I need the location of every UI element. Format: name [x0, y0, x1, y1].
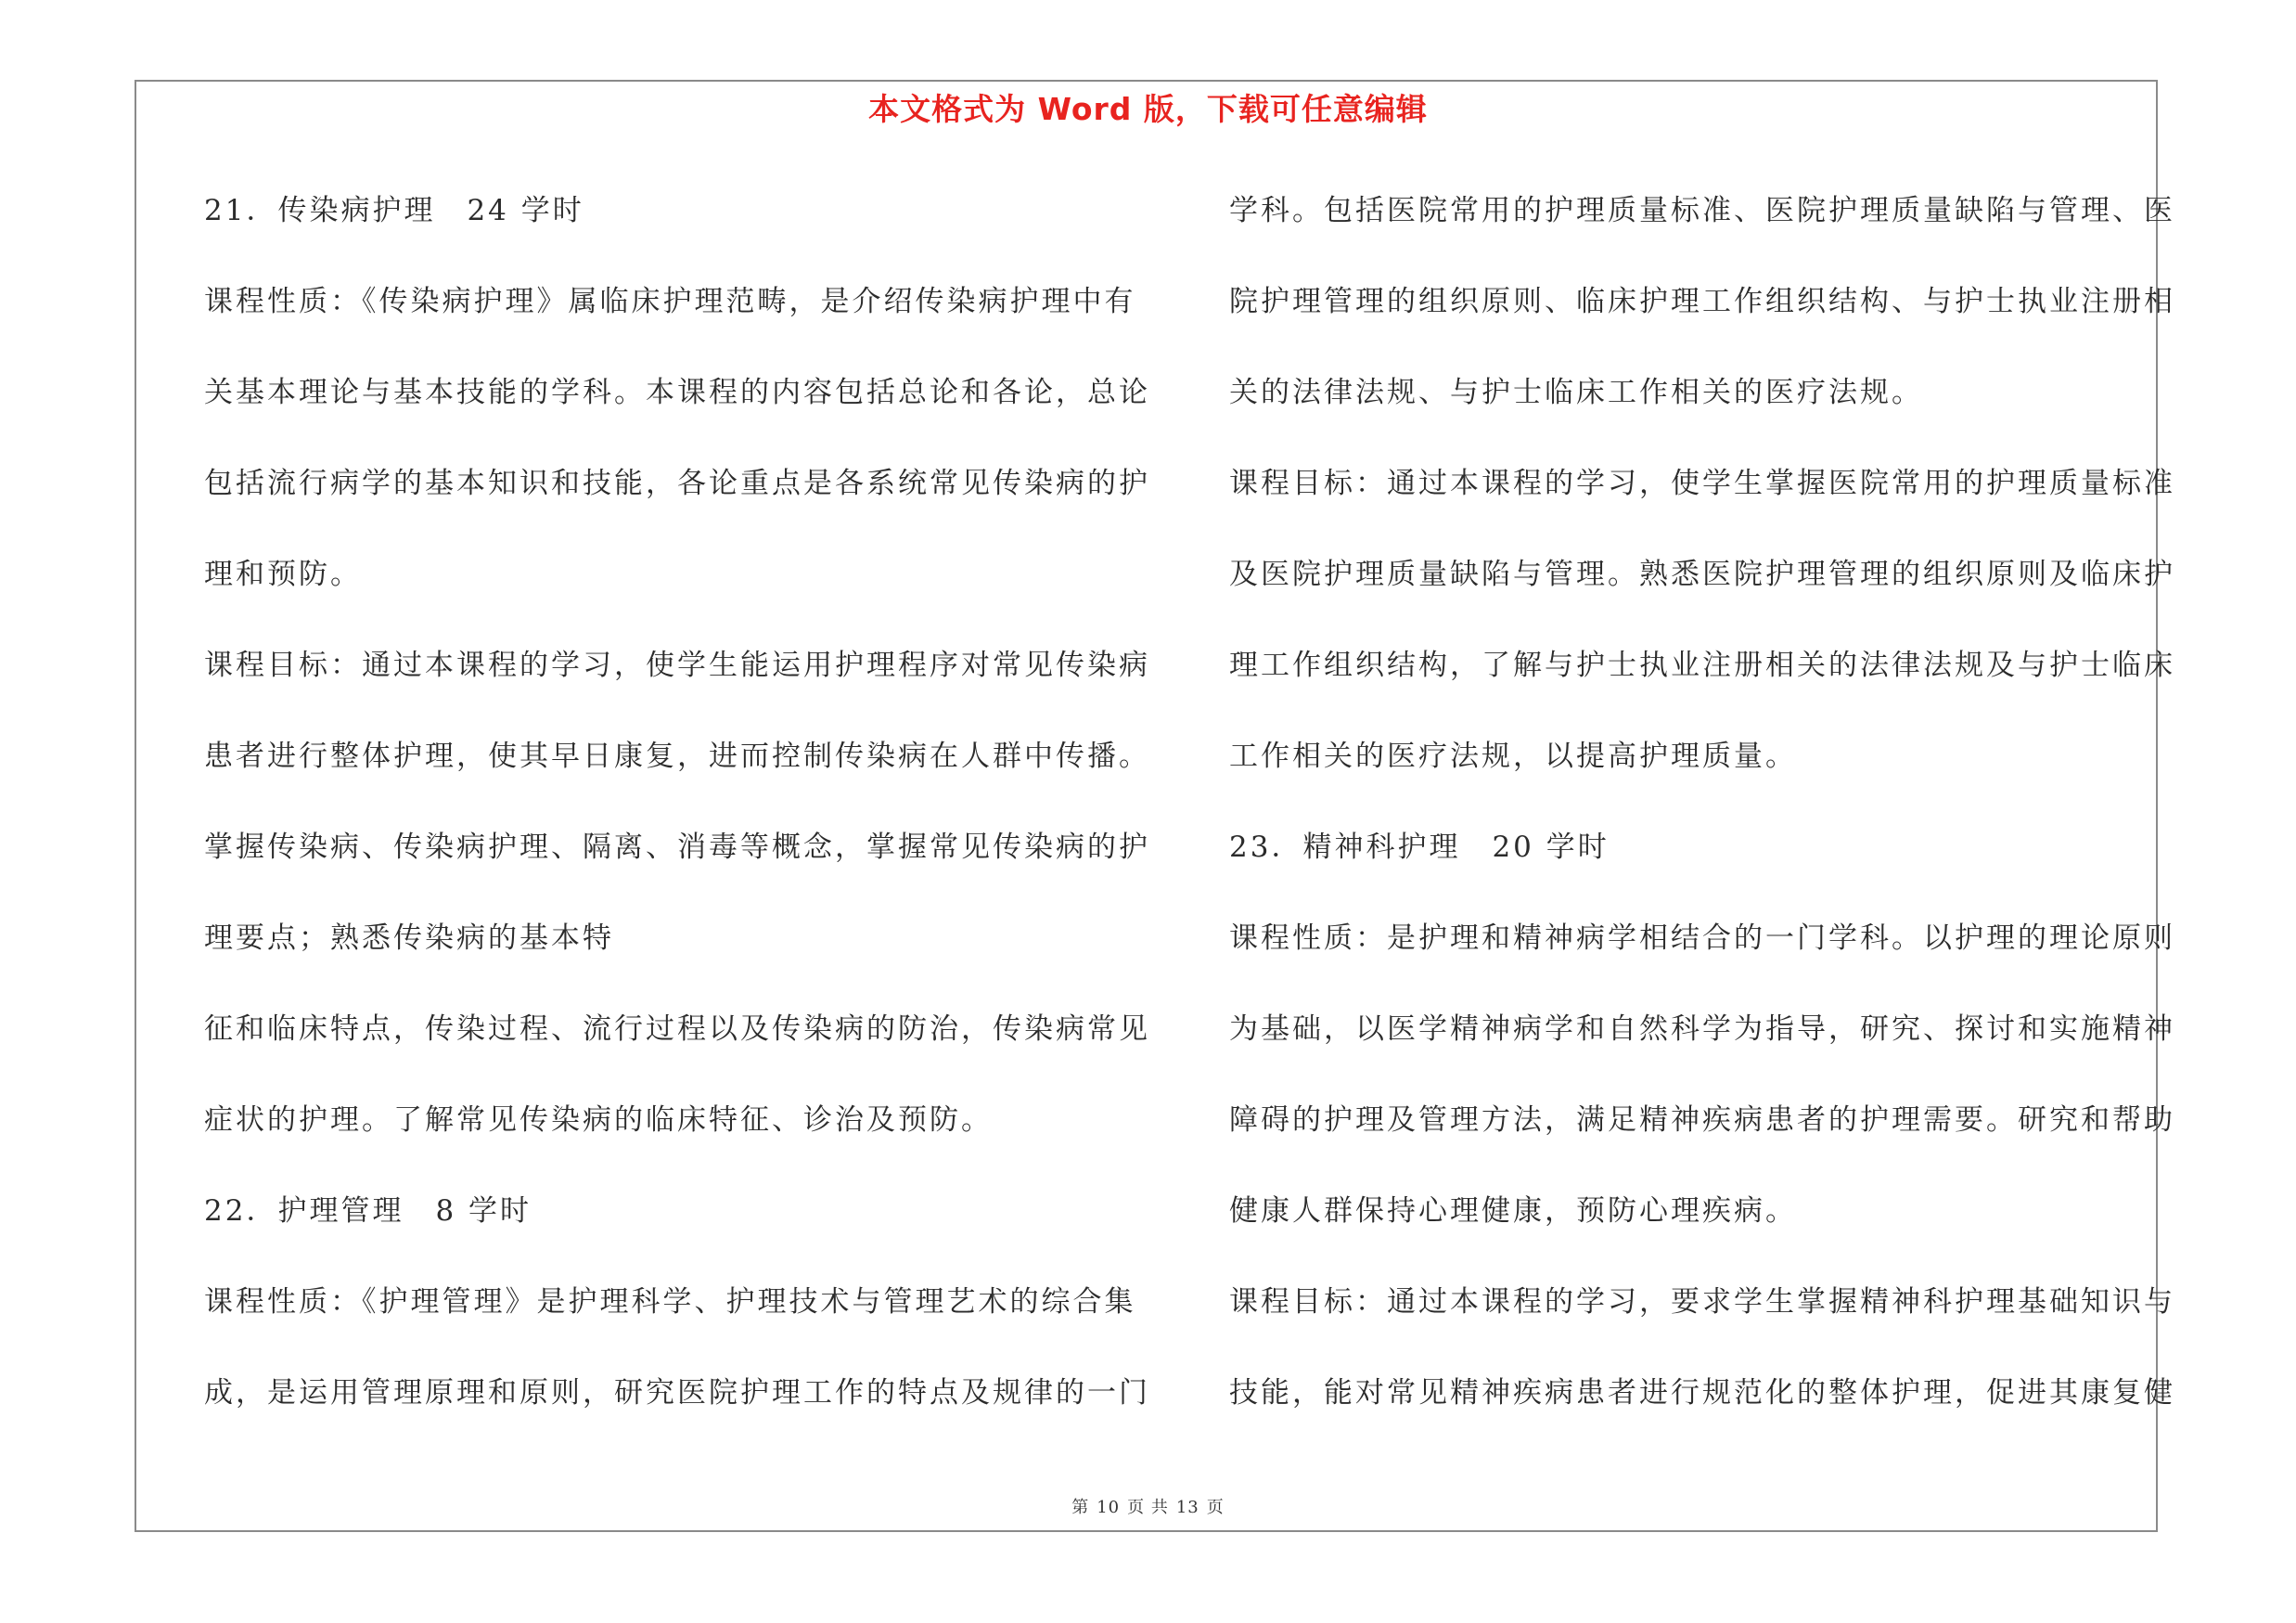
text-line: 院护理管理的组织原则、临床护理工作组织结构、与护士执业注册相 [1229, 285, 2175, 318]
text-line: 障碍的护理及管理方法，满足精神疾病患者的护理需要。研究和帮助 [1229, 1103, 2175, 1137]
page-number-footer [0, 1494, 2296, 1518]
text-line: 学科。包括医院常用的护理质量标准、医院护理质量缺陷与管理、医 [1229, 194, 2175, 227]
section-heading: 23．精神科护理 20 学时 [1229, 831, 1610, 864]
text-line: 理要点；熟悉传染病的基本特 [204, 921, 614, 955]
text-line: 课程目标：通过本课程的学习，要求学生掌握精神科护理基础知识与 [1229, 1285, 2175, 1319]
text-line: 包括流行病学的基本知识和技能，各论重点是各系统常见传染病的护 [204, 467, 1150, 500]
text-line: 征和临床特点，传染过程、流行过程以及传染病的防治，传染病常见 [204, 1012, 1150, 1046]
page-label-mid: 页 共 [1127, 1498, 1169, 1517]
current-page-number: 10 [1097, 1498, 1121, 1517]
text-line: 课程性质：是护理和精神病学相结合的一门学科。以护理的理论原则 [1229, 921, 2175, 955]
word-format-notice: 本文格式为 Word 版，下载可任意编辑 [868, 91, 1428, 127]
text-line: 健康人群保持心理健康，预防心理疾病。 [1229, 1194, 1797, 1228]
text-line: 工作相关的医疗法规，以提高护理质量。 [1229, 740, 1797, 773]
text-line: 课程性质：《传染病护理》属临床护理范畴，是介绍传染病护理中有 [204, 285, 1136, 318]
text-line: 症状的护理。了解常见传染病的临床特征、诊治及预防。 [204, 1103, 993, 1137]
page-label-suffix: 页 [1206, 1498, 1225, 1517]
text-line: 掌握传染病、传染病护理、隔离、消毒等概念，掌握常见传染病的护 [204, 831, 1150, 864]
text-line: 课程目标：通过本课程的学习，使学生能运用护理程序对常见传染病 [204, 649, 1150, 682]
left-text-column [204, 182, 1150, 1455]
page-label-prefix: 第 [1071, 1498, 1090, 1517]
text-line: 理工作组织结构，了解与护士执业注册相关的法律法规及与护士临床 [1229, 649, 2175, 682]
text-line: 理和预防。 [204, 558, 362, 591]
text-line: 为基础，以医学精神病学和自然科学为指导，研究、探讨和实施精神 [1229, 1012, 2175, 1046]
text-line: 技能，能对常见精神疾病患者进行规范化的整体护理，促进其康复健 [1229, 1376, 2175, 1410]
text-line: 课程目标：通过本课程的学习，使学生掌握医院常用的护理质量标准 [1229, 467, 2175, 500]
text-line: 患者进行整体护理，使其早日康复，进而控制传染病在人群中传播。 [204, 740, 1150, 773]
text-line: 关基本理论与基本技能的学科。本课程的内容包括总论和各论，总论 [204, 376, 1150, 409]
text-line: 成，是运用管理原理和原则，研究医院护理工作的特点及规律的一门 [204, 1376, 1150, 1410]
section-heading: 21．传染病护理 24 学时 [204, 194, 584, 227]
section-heading: 22．护理管理 8 学时 [204, 1194, 532, 1228]
text-line: 课程性质：《护理管理》是护理科学、护理技术与管理艺术的综合集 [204, 1285, 1136, 1319]
total-pages-number: 13 [1175, 1498, 1199, 1517]
text-line: 关的法律法规、与护士临床工作相关的医疗法规。 [1229, 376, 1923, 409]
right-text-column [1229, 182, 2175, 1455]
text-line: 及医院护理质量缺陷与管理。熟悉医院护理管理的组织原则及临床护 [1229, 558, 2175, 591]
